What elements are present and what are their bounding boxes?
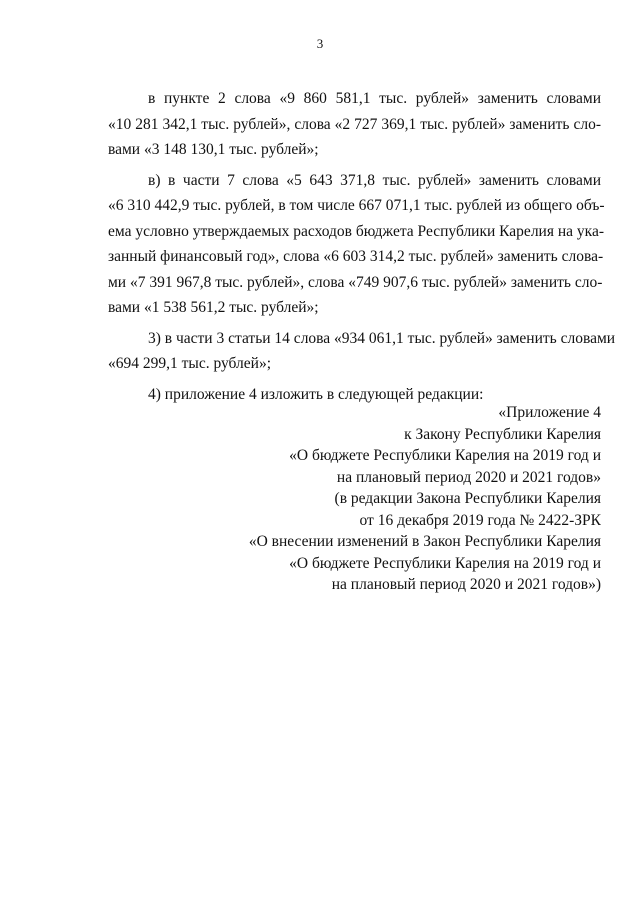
paragraph-line: «694 299,1 тыс. рублей»; [108, 355, 271, 372]
paragraph-line: 4) приложение 4 изложить в следующей редакции: [148, 385, 484, 403]
paragraph-line: вами «1 538 561,2 тыс. рублей»; [108, 299, 319, 316]
paragraph-line: ема условно утверждаемых расходов бюджета Республики Карелия на ука- [108, 222, 604, 240]
appendix-header [141, 402, 601, 596]
appendix-header-line: «Приложение 4 [498, 404, 601, 421]
appendix-header-line: (в редакции Закона Республики Карелия [334, 490, 601, 507]
appendix-header-line: к Закону Республики Карелия [404, 425, 601, 443]
appendix-header-line: «О бюджете Республики Карелия на 2019 год и [289, 447, 601, 464]
paragraph-line: занный финансовый год», слова «6 603 314,2 тыс. рублей» заменить слова- [108, 248, 604, 265]
paragraph-line: «6 310 442,9 тыс. рублей, в том числе 667 071,1 тыс. рублей из общего объ- [108, 197, 605, 214]
document-body [108, 86, 616, 412]
paragraph-line: в пункте 2 слова «9 860 581,1 тыс. рублей» заменить словами [148, 90, 601, 107]
paragraph-3-statya-14 [108, 326, 616, 377]
appendix-header-line: на плановый период 2020 и 2021 годов») [331, 576, 601, 593]
paragraph-line: 3) в части 3 статьи 14 слова «934 061,1 тыс. рублей» заменить словами [148, 329, 616, 347]
paragraph-punkt-2 [108, 86, 601, 163]
paragraph-line: «10 281 342,1 тыс. рублей», слова «2 727 369,1 тыс. рублей» заменить сло- [108, 115, 601, 133]
paragraph-line: ми «7 391 967,8 тыс. рублей», слова «749 907,6 тыс. рублей» заменить сло- [108, 273, 603, 291]
appendix-header-line: от 16 декабря 2019 года № 2422-ЗРК [359, 511, 601, 529]
paragraph-line: вами «3 148 130,1 тыс. рублей»; [108, 141, 319, 158]
appendix-header-line: «О бюджете Республики Карелия на 2019 год и [289, 554, 601, 572]
appendix-header-line: на плановый период 2020 и 2021 годов» [336, 468, 601, 486]
appendix-header-line: «О внесении изменений в Закон Республики Карелия [248, 533, 601, 550]
paragraph-v-chasti-7 [108, 168, 605, 321]
page-number: 3 [316, 36, 324, 51]
paragraph-line: в) в части 7 слова «5 643 371,8 тыс. рублей» заменить словами [148, 171, 601, 189]
